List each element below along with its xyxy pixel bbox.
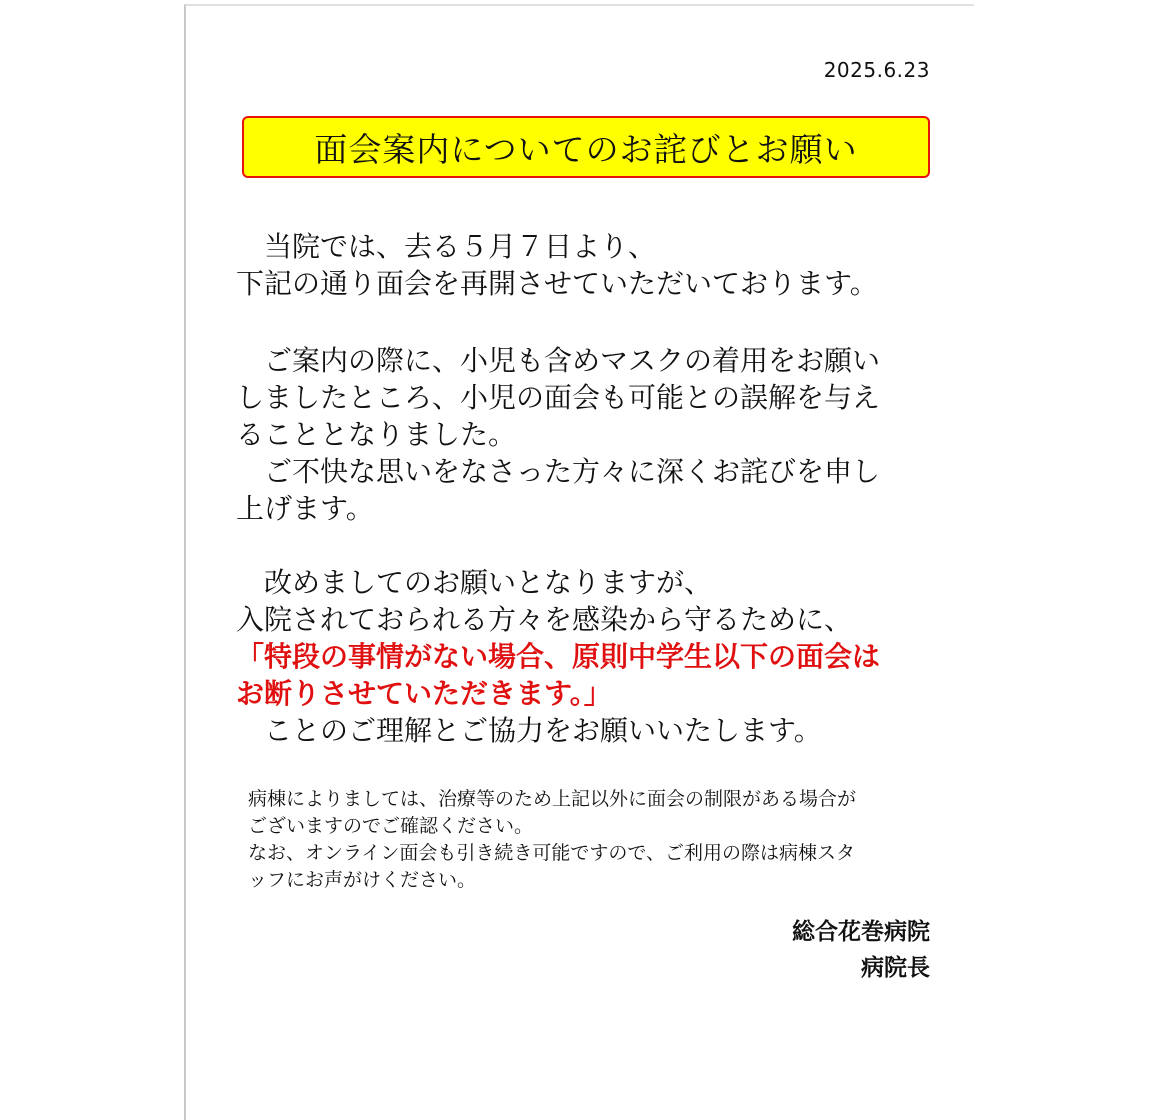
signature-block	[792, 914, 930, 986]
paragraph-line: 上げます。	[236, 492, 374, 525]
paragraph-line: ご案内の際に、小児も含めマスクの着用をお願い	[236, 344, 881, 377]
note-line: 病棟によりましては、治療等のため上記以外に面会の制限がある場合が	[248, 788, 857, 810]
paragraph-reopening	[236, 228, 936, 302]
notice-date: 2025.6.23	[823, 58, 930, 82]
paragraph-line: 入院されておられる方々を感染から守るために、	[236, 603, 853, 636]
paragraph-apology	[236, 342, 936, 527]
highlight-line: お断りさせていただきます。」	[236, 677, 612, 710]
paragraph-request	[236, 564, 936, 749]
hospital-name: 総合花巻病院	[792, 919, 930, 945]
paragraph-line: ることとなりました。	[236, 418, 517, 451]
paragraph-line: ご不快な思いをなさった方々に深くお詫びを申し	[236, 455, 881, 488]
paragraph-line: 当院では、去る５月７日より、	[236, 230, 657, 263]
note-line: ッフにお声がけください。	[248, 869, 477, 891]
paragraph-line: 改めましてのお願いとなりますが、	[236, 566, 713, 599]
paragraph-line: ことのご理解とご協力をお願いいたします。	[236, 714, 822, 747]
note-line: なお、オンライン面会も引き続き可能ですので、ご利用の際は病棟スタ	[248, 842, 856, 864]
document-page	[184, 4, 974, 1120]
paragraph-line: 下記の通り面会を再開させていただいております。	[236, 267, 878, 300]
note-line: ございますのでご確認ください。	[248, 815, 534, 837]
paragraph-line: しましたところ、小児の面会も可能との誤解を与え	[236, 381, 881, 414]
title-banner	[242, 116, 930, 178]
signatory-role: 病院長	[861, 955, 930, 981]
notice-title: 面会案内についてのお詫びとお願い	[314, 129, 858, 169]
highlight-line: 「特段の事情がない場合、原則中学生以下の面会は	[236, 640, 881, 673]
ward-note	[248, 786, 938, 894]
